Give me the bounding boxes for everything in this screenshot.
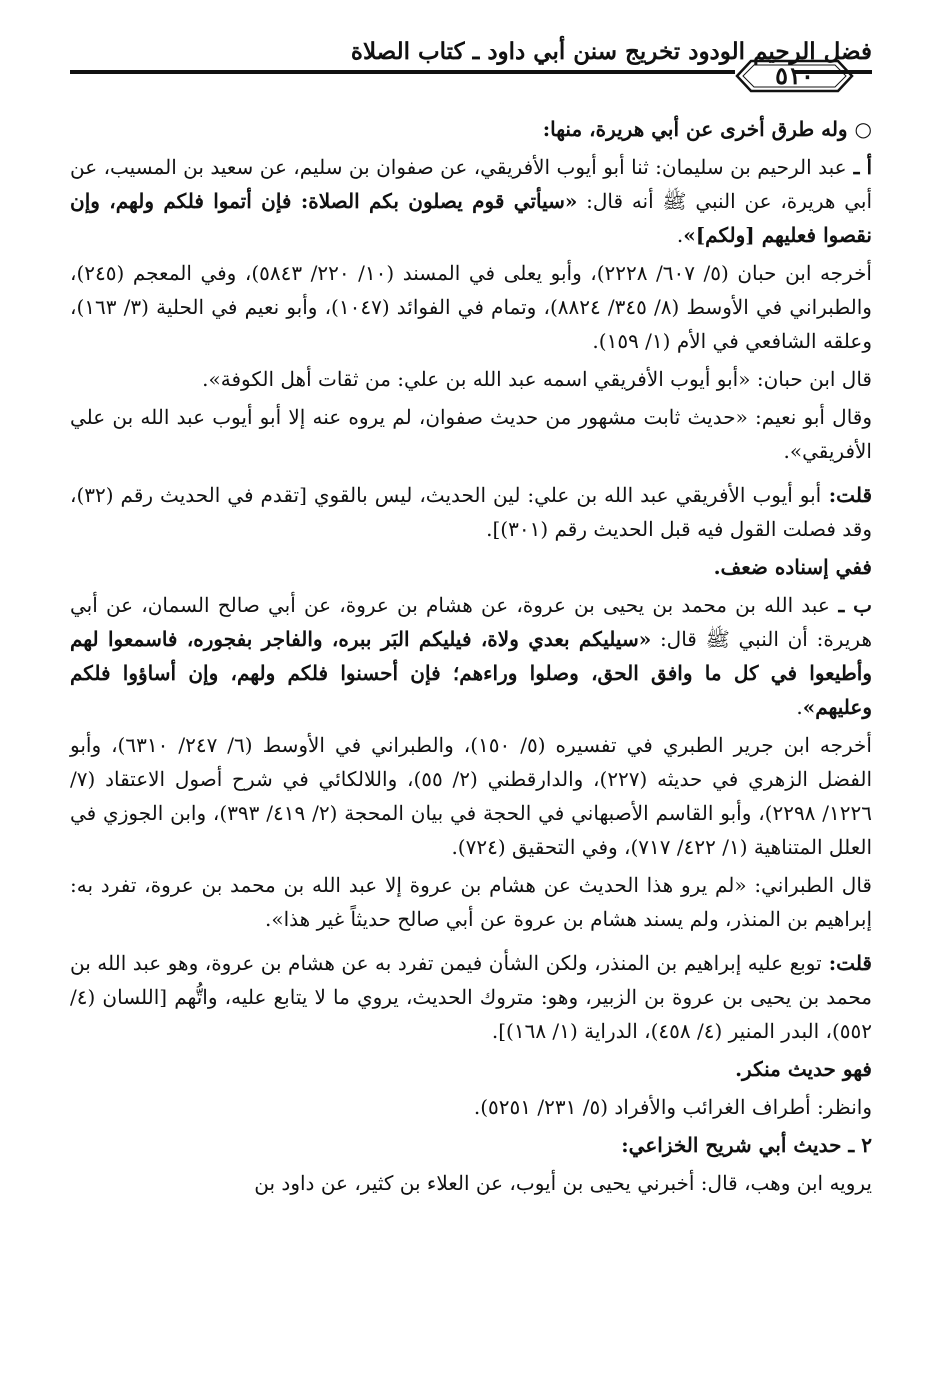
text-run: يرويه ابن وهب، قال: أخبرني يحيى بن أيوب، عن العلاء بن كثير، عن داود بن	[254, 1171, 872, 1195]
paragraph	[70, 150, 872, 252]
header-rule-left	[70, 70, 735, 74]
text-run: قال الطبراني: «لم يرو هذا الحديث عن هشام بن عروة إلا عبد الله بن محمد بن عروة، تفرد به: إبراهيم بن المنذر، ولم يسند هشام بن عروة عن أبي صالح حديثاً غير هذا».	[70, 873, 872, 931]
paragraph	[70, 1166, 872, 1200]
bold-text: «سيأتي قوم يصلون بكم الصلاة: فإن أتموا فلكم ولهم، وإن نقصوا فعليهم [ولكم]»	[70, 189, 872, 247]
paragraph	[70, 362, 872, 396]
bold-text: ٢ ـ حديث أبي شريح الخزاعي:	[621, 1133, 872, 1157]
text-run: أخرجه ابن حبان (٥/ ٦٠٧/ ٢٢٢٨)، وأبو يعلى في المسند (١٠/ ٢٢٠/ ٥٨٤٣)، وفي المعجم (٢٤٥)، والطبراني في الأوسط (٨/ ٣٤٥/ ٨٨٢٤)، وتمام في الفوائد (١٠٤٧)، وأبو نعيم في الحلية (٣/ ١٦٣)، وعلقه الشافعي في الأم (١/ ١٥٩).	[70, 261, 872, 353]
text-run: أبو أيوب الأفريقي عبد الله بن علي: لين الحديث، ليس بالقوي [تقدم في الحديث رقم (٣٢)، وقد فصلت القول فيه قبل الحديث رقم (٣٠١)].	[70, 483, 872, 541]
text-run: وانظر: أطراف الغرائب والأفراد (٥/ ٢٣١/ ٥٢٥١).	[473, 1095, 872, 1119]
page-number: ٥١٠	[775, 61, 814, 90]
paragraph	[70, 946, 872, 1048]
body-text	[70, 112, 872, 1204]
section-heading	[70, 112, 872, 146]
text-run: قال ابن حبان: «أبو أيوب الأفريقي اسمه عبد الله بن علي: من ثقات أهل الكوفة».	[202, 367, 872, 391]
text-run: .	[676, 223, 684, 247]
paragraph	[70, 1128, 872, 1162]
text-run: أخرجه ابن جرير الطبري في تفسيره (٥/ ١٥٠)، والطبراني في الأوسط (٦/ ٢٤٧/ ٦٣١٠)، وأبو الفضل الزهري في حديثه (٢٢٧)، والدارقطني (٢/ ٥٥)، واللالكائي في شرح أصول الاعتقاد (٧/ ١٢٢٦/ ٢٢٩٨)، وأبو القاسم الأصبهاني في الحجة في بيان المحجة (٢/ ٤١٩/ ٣٩٣)، وابن الجوزي في العلل المتناهية (١/ ٤٢٢/ ٧١٧)، وفي التحقيق (٧٢٤).	[70, 733, 873, 859]
page-number-cartouche	[735, 57, 854, 95]
paragraph	[70, 588, 872, 724]
text-run: عبد الرحيم بن سليمان: ثنا أبو أيوب الأفريقي، عن صفوان بن سليم، عن سعيد بن المسيب، عن أبي هريرة، عن النبي ﷺ أنه قال:	[70, 155, 873, 213]
text-run: .	[796, 695, 803, 719]
text-run: عبد الله بن محمد بن يحيى بن عروة، عن هشام بن عروة، عن أبي صالح السمان، عن أبي هريرة: أن النبي ﷺ قال:	[70, 593, 872, 651]
paragraph	[70, 728, 872, 864]
bold-text: ب ـ	[829, 593, 872, 617]
text-run: توبع عليه إبراهيم بن المنذر، ولكن الشأن فيمن تفرد به عن هشام بن عروة، وهو عبد الله بن محمد بن يحيى بن عروة بن الزبير، وهو: متروك الحديث، يروي ما لا يتابع عليه، واتُّهم [اللسان (٤/ ٥٥٢)، البدر المنير (٤/ ٤٥٨)، الدراية (١/ ١٦٨)].	[70, 951, 872, 1043]
bold-text: أ ـ	[846, 155, 873, 179]
paragraph	[70, 550, 872, 584]
bold-text: ○ وله طرق أخرى عن أبي هريرة، منها:	[542, 117, 872, 141]
bold-text: ففي إسناده ضعف.	[713, 555, 872, 579]
bold-text: قلت:	[821, 483, 872, 507]
bold-text: فهو حديث منكر.	[735, 1057, 872, 1081]
text-run: وقال أبو نعيم: «حديث ثابت مشهور من حديث صفوان، لم يروه عنه إلا أبو أيوب عبد الله بن علي الأفريقي».	[70, 405, 873, 463]
paragraph	[70, 868, 872, 936]
paragraph	[70, 400, 872, 468]
running-title: فضل الرحيم الودود تخريج سنن أبي داود ـ كتاب الصلاة	[350, 38, 872, 65]
bold-text: قلت:	[821, 951, 872, 975]
paragraph	[70, 1052, 872, 1086]
paragraph	[70, 478, 872, 546]
bold-text: «سيليكم بعدي ولاة، فيليكم البَر ببره، والفاجر بفجوره، فاسمعوا لهم وأطيعوا في كل ما وافق الحق، وصلوا وراءهم؛ فإن أحسنوا فلكم ولهم، وإن أساؤوا فلكم وعليهم»	[70, 627, 872, 719]
paragraph	[70, 1090, 872, 1124]
paragraph	[70, 256, 872, 358]
